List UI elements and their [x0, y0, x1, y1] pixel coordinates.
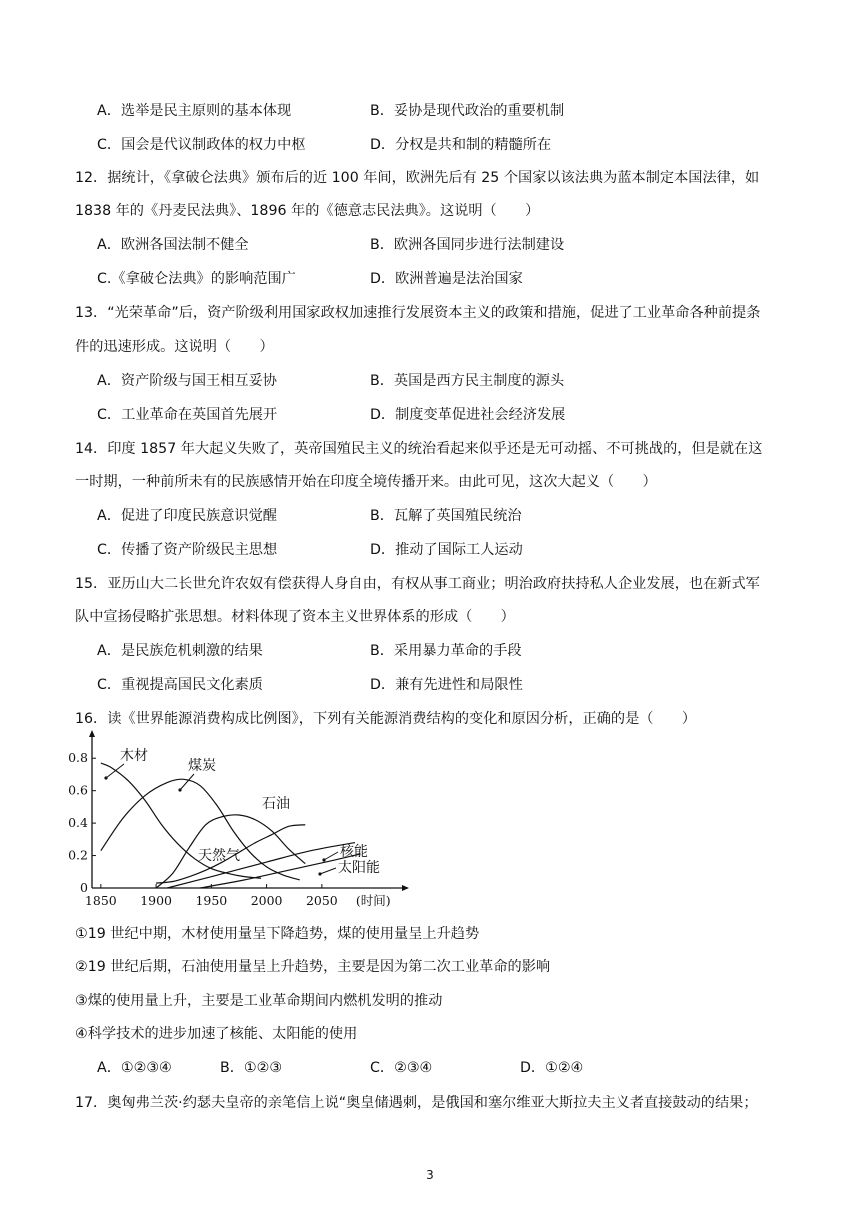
q16-option-b: B．①②③: [220, 1060, 283, 1076]
q15-option-d: D．兼有先进性和局限性: [370, 677, 523, 693]
q14-stem-line1: 14．印度 1857 年大起义失败了，英帝国殖民主义的统治看起来似乎还是无可动摇、不可挑战的，但是就在这: [75, 441, 763, 457]
q15-option-c: C．重视提高国民文化素质: [97, 677, 263, 693]
q16-statement-4: ④科学技术的进步加速了核能、太阳能的使用: [75, 1026, 358, 1042]
page-number: 3: [426, 1168, 434, 1182]
x-tick-label: 1950: [195, 893, 228, 908]
q14-stem-line2: 一时期，一种前所未有的民族感情开始在印度全境传播开来。由此可见，这次大起义（ ）: [75, 474, 657, 490]
q14-option-b: B．瓦解了英国殖民统治: [370, 508, 522, 524]
x-tick-label: 1850: [84, 893, 117, 908]
q16-statement-1: ①19 世纪中期，木材使用量呈下降趋势，煤的使用量呈上升趋势: [75, 926, 480, 942]
q14-option-a: A．促进了印度民族意识觉醒: [97, 508, 277, 524]
q15-stem-line1: 15．亚历山大二长世允许农奴有偿获得人身自由，有权从事工商业；明治政府扶持私人企业发展，也在新式军: [75, 576, 760, 592]
x-tick-label: 2050: [305, 893, 338, 908]
y-tick-label: 0.2: [68, 847, 88, 863]
chart-series-labels: [104, 747, 380, 876]
q11-option-c: C．国会是代议制政体的权力中枢: [97, 137, 306, 153]
energy-consumption-chart: [68, 738, 426, 918]
q13-stem-line1: 13．“光荣革命”后，资产阶级利用国家政权加速推行发展资本主义的政策和措施，促进了工业革命各种前提条: [75, 305, 761, 321]
q16-stem: 16．读《世界能源消费构成比例图》，下列有关能源消费结构的变化和原因分析，正确的是（ ）: [75, 711, 697, 727]
q16-statement-2: ②19 世纪后期，石油使用量呈上升趋势，主要是因为第二次工业革命的影响: [75, 959, 551, 975]
series-label: 石油: [262, 796, 290, 812]
q12-option-b: B．欧洲各国同步进行法制建设: [370, 237, 565, 253]
series-label: 太阳能: [338, 860, 380, 876]
x-axis-unit-label: (时间): [355, 893, 391, 908]
q16-option-d: D．①②④: [520, 1060, 584, 1076]
q11-option-b: B．妥协是现代政治的重要机制: [370, 103, 565, 119]
y-tick-label: 0: [80, 880, 88, 895]
q16-option-c: C．②③④: [370, 1060, 433, 1076]
label-pointer-head: [318, 872, 321, 875]
q12-stem-line2: 1838 年的《丹麦民法典》、1896 年的《德意志民法典》。这说明（ ）: [75, 203, 540, 219]
q17-stem-line1: 17．奥匈弗兰茨·约瑟夫皇帝的亲笔信上说“奥皇储遇刺，是俄国和塞尔维亚大斯拉夫主义者直接鼓动的结果；: [75, 1095, 758, 1111]
label-pointer-head: [104, 776, 107, 779]
y-tick-label: 0.6: [68, 782, 88, 798]
q11-option-d: D．分权是共和制的精髓所在: [370, 137, 552, 153]
label-pointer: [180, 774, 194, 790]
q15-stem-line2: 队中宣扬侵略扩张思想。材料体现了资本主义世界体系的形成（ ）: [75, 609, 515, 625]
q12-option-c: C.《拿破仑法典》的影响范围广: [97, 271, 296, 287]
series-label: 煤炭: [188, 758, 216, 774]
q14-option-c: C．传播了资产阶级民主思想: [97, 542, 278, 558]
series-label: 天然气: [198, 848, 240, 864]
x-tick-label: 1900: [140, 893, 173, 908]
q12-option-d: D．欧洲普遍是法治国家: [370, 271, 523, 287]
label-pointer-head: [178, 788, 181, 791]
y-tick-label: 0.4: [68, 815, 88, 831]
label-pointer: [324, 852, 338, 860]
q13-option-c: C．工业革命在英国首先展开: [97, 407, 278, 423]
q11-option-a: A．选举是民主原则的基本体现: [97, 103, 292, 119]
series-line-核能: [167, 843, 355, 888]
series-label: 木材: [120, 748, 148, 764]
label-pointer: [320, 868, 336, 874]
chart-ticks: [68, 750, 391, 908]
q15-option-a: A．是民族危机刺激的结果: [97, 643, 263, 659]
q16-option-a: A．①②③④: [97, 1060, 172, 1076]
label-pointer-head: [322, 858, 325, 861]
q15-option-b: B．采用暴力革命的手段: [370, 643, 522, 659]
q13-option-b: B．英国是西方民主制度的源头: [370, 373, 565, 389]
series-label: 核能: [340, 844, 368, 860]
y-axis-arrow: [89, 730, 95, 737]
q13-option-a: A．资产阶级与国王相互妥协: [97, 373, 277, 389]
q12-option-a: A．欧洲各国法制不健全: [97, 237, 249, 253]
q12-stem-line1: 12．据统计，《拿破仑法典》颁布后的近 100 年间，欧洲先后有 25 个国家以该法典为蓝本制定本国法律，如: [75, 170, 760, 186]
chart-lines: [101, 763, 361, 888]
q13-stem-line2: 件的迅速形成。这说明（ ）: [75, 339, 274, 355]
x-tick-label: 2000: [250, 893, 283, 908]
q13-option-d: D．制度变革促进社会经济发展: [370, 407, 566, 423]
x-axis-arrow: [402, 885, 409, 891]
q14-option-d: D．推动了国际工人运动: [370, 542, 523, 558]
q16-statement-3: ③煤的使用量上升，主要是工业革命期间内燃机发明的推动: [75, 993, 443, 1009]
y-tick-label: 0.8: [68, 750, 88, 766]
